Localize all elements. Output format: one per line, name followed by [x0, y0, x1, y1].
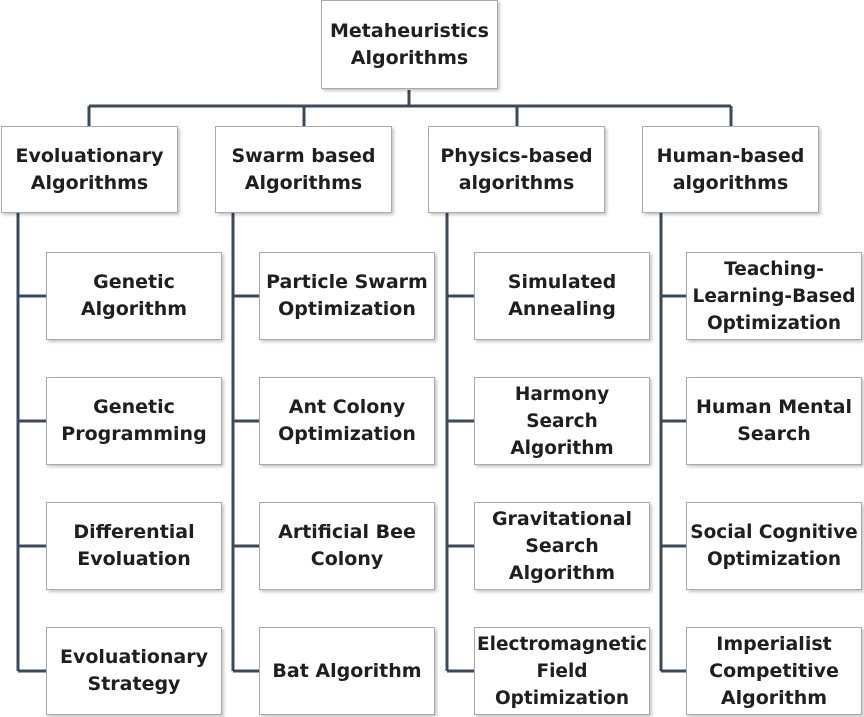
- leaf-node-social-cognitive-optimization: Social Cognitive Optimization: [686, 502, 862, 590]
- leaf-node-ant-colony-optimization: Ant Colony Optimization: [259, 377, 435, 465]
- category-node-swarm: Swarm based Algorithms: [215, 126, 392, 213]
- leaf-node-harmony-search-algorithm: Harmony Search Algorithm: [474, 377, 650, 465]
- category-node-physics: Physics-based algorithms: [428, 126, 605, 213]
- leaf-node-human-mental-search: Human Mental Search: [686, 377, 862, 465]
- leaf-node-evoluationary-strategy: Evoluationary Strategy: [46, 627, 222, 715]
- leaf-node-artificial-bee-colony: Artificial Bee Colony: [259, 502, 435, 590]
- leaf-node-differential-evoluation: Differential Evoluation: [46, 502, 222, 590]
- root-node: Metaheuristics Algorithms: [321, 0, 498, 89]
- leaf-node-simulated-annealing: Simulated Annealing: [474, 252, 650, 340]
- leaf-node-bat-algorithm: Bat Algorithm: [259, 627, 435, 715]
- leaf-node-particle-swarm-optimization: Particle Swarm Optimization: [259, 252, 435, 340]
- category-node-human: Human-based algorithms: [642, 126, 819, 213]
- leaf-node-genetic-programming: Genetic Programming: [46, 377, 222, 465]
- leaf-node-teaching-learning-based-optimization: Teaching- Learning-Based Optimization: [686, 252, 862, 340]
- leaf-node-gravitational-search-algorithm: Gravitational Search Algorithm: [474, 502, 650, 590]
- leaf-node-electromagnetic-field-optimization: Electromagnetic Field Optimization: [474, 627, 650, 715]
- category-node-evolutionary: Evoluationary Algorithms: [1, 126, 178, 213]
- leaf-node-imperialist-competitive-algorithm: Imperialist Competitive Algorithm: [686, 627, 862, 715]
- leaf-node-genetic-algorithm: Genetic Algorithm: [46, 252, 222, 340]
